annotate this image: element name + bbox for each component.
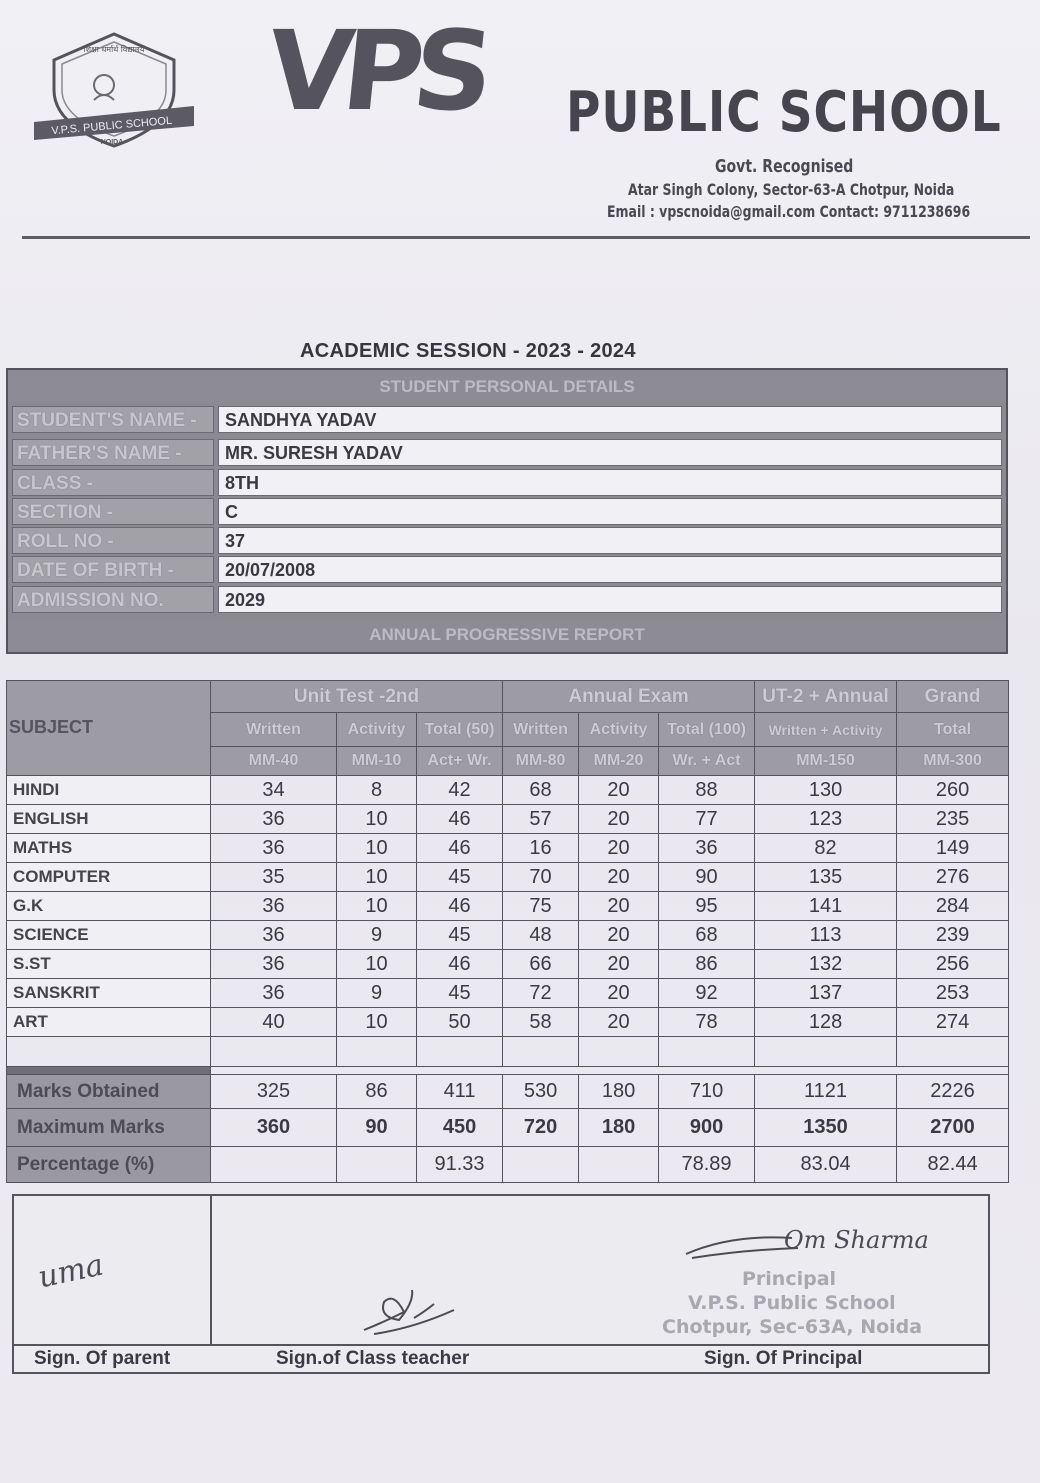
- mark-cell: 8: [337, 776, 417, 805]
- percentage-row: [7, 1147, 1009, 1183]
- mark-cell: 137: [755, 979, 897, 1008]
- school-contact: Email : vpscnoida@gmail.com Contact: 9711238696: [607, 202, 971, 221]
- mark-cell: 10: [337, 1008, 417, 1037]
- signature-baseline: [14, 1344, 988, 1346]
- mark-cell: 95: [659, 892, 755, 921]
- mark-cell: 58: [503, 1008, 579, 1037]
- teacher-sign-label: Sign.of Class teacher: [276, 1348, 470, 1369]
- mark-cell: 9: [337, 979, 417, 1008]
- class-row: [12, 469, 1002, 498]
- mark-cell: 66: [503, 950, 579, 979]
- percentage-cell: 78.89: [659, 1147, 755, 1183]
- subject-header-text: SUBJECT: [9, 717, 94, 737]
- roll-no-value: 37: [218, 527, 1002, 554]
- field-label: SECTION -: [12, 498, 214, 525]
- mark-cell: 135: [755, 863, 897, 892]
- mark-cell: 46: [417, 950, 503, 979]
- max-cell: 360: [211, 1109, 337, 1147]
- mark-cell: 16: [503, 834, 579, 863]
- subject-row: [7, 863, 1009, 892]
- column-header: Total (100): [659, 713, 755, 747]
- recognition-text: Govt. Recognised: [715, 156, 854, 177]
- mark-cell: 128: [755, 1008, 897, 1037]
- mark-cell: 42: [417, 776, 503, 805]
- percentage-cell: [211, 1147, 337, 1183]
- mark-cell: 36: [659, 834, 755, 863]
- mark-cell: 77: [659, 805, 755, 834]
- column-header: Written: [211, 713, 337, 747]
- mark-cell: 10: [337, 863, 417, 892]
- mark-cell: 132: [755, 950, 897, 979]
- max-marks-header: MM-20: [579, 747, 659, 776]
- mark-cell: 36: [211, 892, 337, 921]
- parent-signature: uma: [35, 1247, 107, 1296]
- blank-row: [7, 1037, 1009, 1067]
- total-cell: 1121: [755, 1075, 897, 1109]
- mark-cell: 57: [503, 805, 579, 834]
- summary-label: Maximum Marks: [7, 1109, 211, 1147]
- mark-cell: 276: [897, 863, 1009, 892]
- subject-row: [7, 776, 1009, 805]
- mark-cell: 20: [579, 776, 659, 805]
- mark-cell: 82: [755, 834, 897, 863]
- mark-cell: 34: [211, 776, 337, 805]
- student-name-value: SANDHYA YADAV: [218, 406, 1002, 433]
- report-title: ANNUAL PROGRESSIVE REPORT: [8, 620, 1006, 650]
- field-label: ROLL NO -: [12, 527, 214, 554]
- column-header: Total (50): [417, 713, 503, 747]
- max-marks-header: MM-300: [897, 747, 1009, 776]
- max-cell: 180: [579, 1109, 659, 1147]
- total-cell: 86: [337, 1075, 417, 1109]
- marks-obtained-row: [7, 1075, 1009, 1109]
- max-marks-header: Wr. + Act: [659, 747, 755, 776]
- mark-cell: 68: [503, 776, 579, 805]
- mark-cell: 149: [897, 834, 1009, 863]
- mark-cell: 40: [211, 1008, 337, 1037]
- field-label: STUDENT'S NAME -: [12, 406, 214, 433]
- mark-cell: 50: [417, 1008, 503, 1037]
- mark-cell: 68: [659, 921, 755, 950]
- max-marks-header: MM-80: [503, 747, 579, 776]
- mark-cell: 86: [659, 950, 755, 979]
- class-value: 8TH: [218, 469, 1002, 496]
- logo-bottom-text: NOIDA: [100, 139, 124, 146]
- mark-cell: 20: [579, 1008, 659, 1037]
- percentage-cell: [337, 1147, 417, 1183]
- mark-cell: 20: [579, 863, 659, 892]
- column-header: Written: [503, 713, 579, 747]
- mark-cell: 20: [579, 834, 659, 863]
- subject-row: [7, 1008, 1009, 1037]
- brand-mark: VPS: [261, 7, 490, 135]
- principal-sign-label: Sign. Of Principal: [704, 1348, 863, 1369]
- max-marks-header: Act+ Wr.: [417, 747, 503, 776]
- mark-cell: 36: [211, 921, 337, 950]
- mark-cell: 239: [897, 921, 1009, 950]
- mark-cell: 36: [211, 805, 337, 834]
- mark-cell: 235: [897, 805, 1009, 834]
- field-label: FATHER'S NAME -: [12, 439, 214, 466]
- mark-cell: 36: [211, 950, 337, 979]
- total-cell: 2226: [897, 1075, 1009, 1109]
- subject-name: SCIENCE: [7, 921, 211, 950]
- mark-cell: 9: [337, 921, 417, 950]
- mark-cell: 20: [579, 892, 659, 921]
- subject-header: [7, 681, 211, 776]
- marks-table: [6, 680, 1009, 1183]
- group-header: Unit Test -2nd: [211, 681, 503, 713]
- header-divider: [22, 236, 1030, 239]
- subject-row: [7, 805, 1009, 834]
- mark-cell: 36: [211, 979, 337, 1008]
- mark-cell: 92: [659, 979, 755, 1008]
- mark-cell: 35: [211, 863, 337, 892]
- total-cell: 530: [503, 1075, 579, 1109]
- class-teacher-signature: [354, 1282, 464, 1342]
- subject-name: ENGLISH: [7, 805, 211, 834]
- father-name-value: MR. SURESH YADAV: [218, 439, 1002, 466]
- percentage-cell: 82.44: [897, 1147, 1009, 1183]
- subject-row: [7, 950, 1009, 979]
- summary-label: Percentage (%): [7, 1147, 211, 1183]
- subject-rows: [7, 776, 1009, 1037]
- subject-row: [7, 834, 1009, 863]
- group-header: Grand: [897, 681, 1009, 713]
- subject-row: [7, 892, 1009, 921]
- mark-cell: 46: [417, 892, 503, 921]
- mark-cell: 130: [755, 776, 897, 805]
- principal-signature: Om Sharma: [784, 1226, 929, 1254]
- subject-name: SANSKRIT: [7, 979, 211, 1008]
- field-label: ADMISSION NO.: [12, 586, 214, 613]
- mark-cell: 284: [897, 892, 1009, 921]
- max-cell: 450: [417, 1109, 503, 1147]
- mark-cell: 45: [417, 863, 503, 892]
- column-header: Total: [897, 713, 1009, 747]
- mark-cell: 10: [337, 805, 417, 834]
- personal-details-box: [6, 368, 1008, 654]
- max-cell: 1350: [755, 1109, 897, 1147]
- subject-name: HINDI: [7, 776, 211, 805]
- percentage-cell: [579, 1147, 659, 1183]
- mark-cell: 10: [337, 950, 417, 979]
- total-cell: 710: [659, 1075, 755, 1109]
- subject-name: S.ST: [7, 950, 211, 979]
- signature-divider: [210, 1196, 212, 1344]
- principal-stamp-school: V.P.S. Public School: [688, 1292, 896, 1314]
- section-row: [12, 498, 1002, 527]
- student-name-row: [12, 406, 1002, 435]
- percentage-cell: 83.04: [755, 1147, 897, 1183]
- mark-cell: 20: [579, 979, 659, 1008]
- subject-row: [7, 979, 1009, 1008]
- mark-cell: 45: [417, 921, 503, 950]
- mark-cell: 113: [755, 921, 897, 950]
- logo-banner-text: V.P.S. PUBLIC SCHOOL: [50, 114, 173, 138]
- total-cell: 180: [579, 1075, 659, 1109]
- mark-cell: 70: [503, 863, 579, 892]
- section-value: C: [218, 498, 1002, 525]
- column-header: Written + Activity: [755, 713, 897, 747]
- mark-cell: 88: [659, 776, 755, 805]
- mark-cell: 20: [579, 921, 659, 950]
- mark-cell: 46: [417, 805, 503, 834]
- field-label: DATE OF BIRTH -: [12, 556, 214, 583]
- principal-stamp-title: Principal: [742, 1268, 837, 1290]
- principal-stamp-address: Chotpur, Sec-63A, Noida: [662, 1316, 923, 1338]
- father-name-row: [12, 439, 1002, 468]
- mark-cell: 45: [417, 979, 503, 1008]
- total-cell: 325: [211, 1075, 337, 1109]
- roll-no-row: [12, 527, 1002, 556]
- logo-top-text: शिक्षा धर्मार्थ विद्यालय: [83, 45, 145, 54]
- field-label: CLASS -: [12, 469, 214, 496]
- mark-cell: 141: [755, 892, 897, 921]
- column-header: Activity: [579, 713, 659, 747]
- parent-sign-label: Sign. Of parent: [34, 1348, 171, 1369]
- group-header: UT-2 + Annual: [755, 681, 897, 713]
- subject-name: ART: [7, 1008, 211, 1037]
- max-cell: 720: [503, 1109, 579, 1147]
- mark-cell: 78: [659, 1008, 755, 1037]
- percentage-cell: [503, 1147, 579, 1183]
- admission-row: [12, 586, 1002, 615]
- mark-cell: 10: [337, 892, 417, 921]
- max-cell: 900: [659, 1109, 755, 1147]
- mark-cell: 256: [897, 950, 1009, 979]
- group-header: Annual Exam: [503, 681, 755, 713]
- max-cell: 90: [337, 1109, 417, 1147]
- summary-label: Marks Obtained: [7, 1075, 211, 1109]
- mark-cell: 48: [503, 921, 579, 950]
- max-marks-header: MM-40: [211, 747, 337, 776]
- max-cell: 2700: [897, 1109, 1009, 1147]
- mark-cell: 72: [503, 979, 579, 1008]
- dob-row: [12, 556, 1002, 585]
- column-header: Activity: [337, 713, 417, 747]
- mark-cell: 46: [417, 834, 503, 863]
- mark-cell: 260: [897, 776, 1009, 805]
- mark-cell: 274: [897, 1008, 1009, 1037]
- subject-name: MATHS: [7, 834, 211, 863]
- percentage-cell: 91.33: [417, 1147, 503, 1183]
- mark-cell: 20: [579, 805, 659, 834]
- session-title: ACADEMIC SESSION - 2023 - 2024: [300, 340, 636, 362]
- mark-cell: 123: [755, 805, 897, 834]
- mark-cell: 75: [503, 892, 579, 921]
- dob-value: 20/07/2008: [218, 556, 1002, 583]
- admission-value: 2029: [218, 586, 1002, 613]
- mark-cell: 10: [337, 834, 417, 863]
- personal-details-title: STUDENT PERSONAL DETAILS: [8, 372, 1006, 402]
- subject-name: G.K: [7, 892, 211, 921]
- mark-cell: 90: [659, 863, 755, 892]
- spacer-row: [7, 1067, 1009, 1075]
- max-marks-header: MM-150: [755, 747, 897, 776]
- mark-cell: 20: [579, 950, 659, 979]
- total-cell: 411: [417, 1075, 503, 1109]
- maximum-marks-row: [7, 1109, 1009, 1147]
- mark-cell: 36: [211, 834, 337, 863]
- max-marks-header: MM-10: [337, 747, 417, 776]
- school-name: PUBLIC SCHOOL: [566, 80, 1002, 145]
- school-address: Atar Singh Colony, Sector-63-A Chotpur, Noida: [628, 180, 955, 199]
- signature-block: [12, 1194, 990, 1374]
- school-logo: [34, 30, 194, 150]
- subject-row: [7, 921, 1009, 950]
- subject-name: COMPUTER: [7, 863, 211, 892]
- group-header-row: [7, 681, 1009, 713]
- mark-cell: 253: [897, 979, 1009, 1008]
